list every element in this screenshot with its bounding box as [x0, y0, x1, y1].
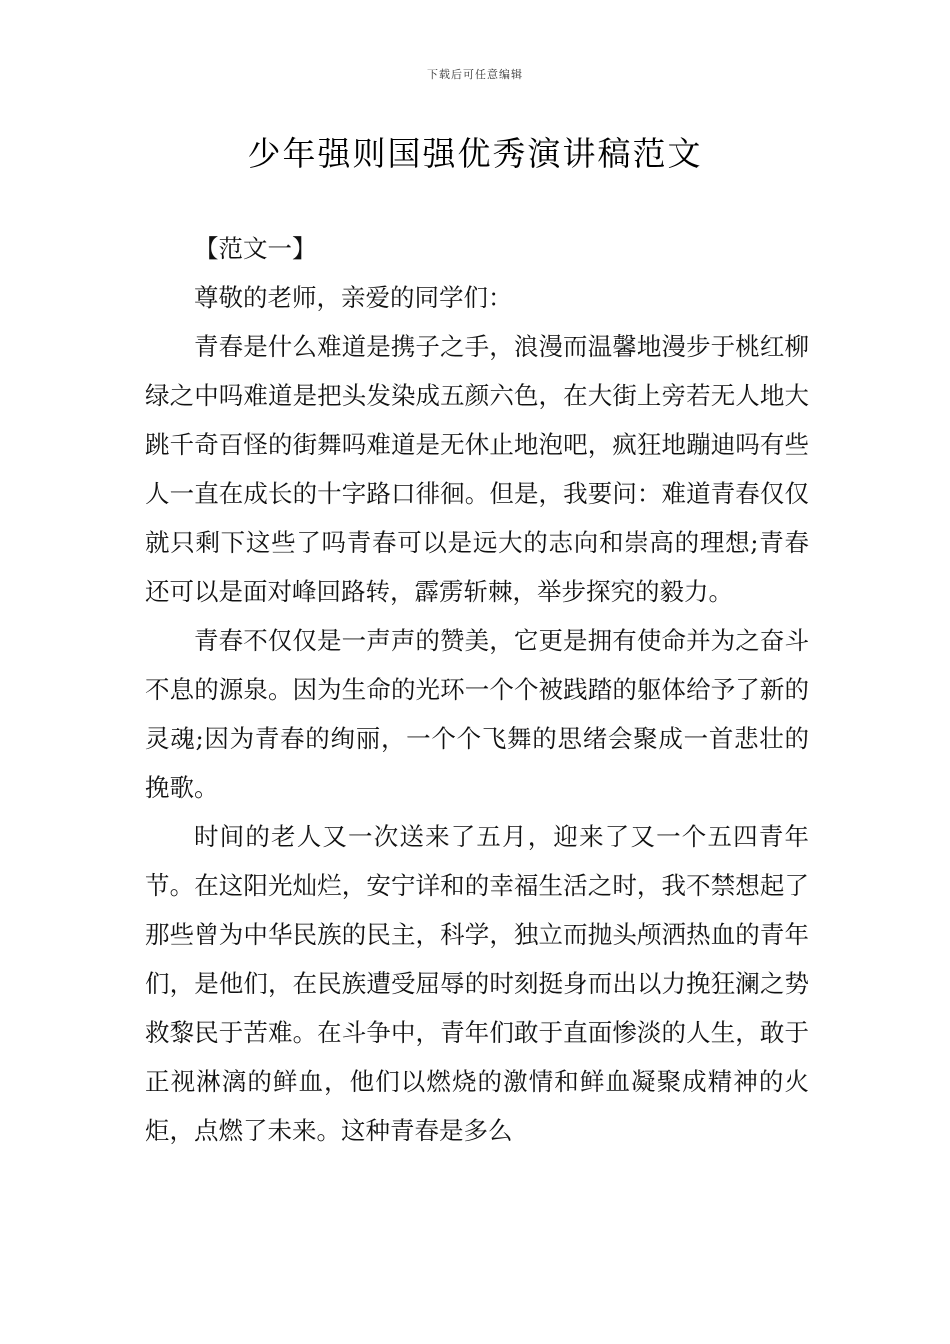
section-label: 【范文一】	[194, 234, 317, 263]
header-note: 下载后可任意编辑	[427, 68, 523, 81]
document-title: 少年强则国强优秀演讲稿范文	[247, 134, 703, 173]
document-body	[145, 224, 809, 1155]
paragraph: 青春不仅仅是一声声的赞美，它更是拥有使命并为之奋斗不息的源泉。因为生命的光环一个个被践踏的躯体给予了新的灵魂;因为青春的绚丽，一个个飞舞的思绪会聚成一首悲壮的挽歌。	[145, 626, 809, 802]
paragraph: 时间的老人又一次送来了五月，迎来了又一个五四青年节。在这阳光灿烂，安宁详和的幸福生活之时，我不禁想起了那些曾为中华民族的民主，科学，独立而抛头颅洒热血的青年们，是他们，在民族遭受屈辱的时刻挺身而出以力挽狂澜之势救黎民于苦难。在斗争中，青年们敢于直面惨淡的人生，敢于正视淋漓的鲜血，他们以燃烧的激情和鲜血凝聚成精神的火炬，点燃了未来。这种青春是多么	[145, 822, 809, 1145]
paragraph: 青春是什么难道是携子之手，浪漫而温馨地漫步于桃红柳绿之中吗难道是把头发染成五颜六色，在大街上旁若无人地大跳千奇百怪的街舞吗难道是无休止地泡吧，疯狂地蹦迪吗有些人一直在成长的十字路口徘徊。但是，我要问：难道青春仅仅就只剩下这些了吗青春可以是远大的志向和崇高的理想;青春还可以是面对峰回路转，霹雳斩棘，举步探究的毅力。	[145, 332, 809, 606]
salutation: 尊敬的老师，亲爱的同学们：	[194, 283, 513, 312]
